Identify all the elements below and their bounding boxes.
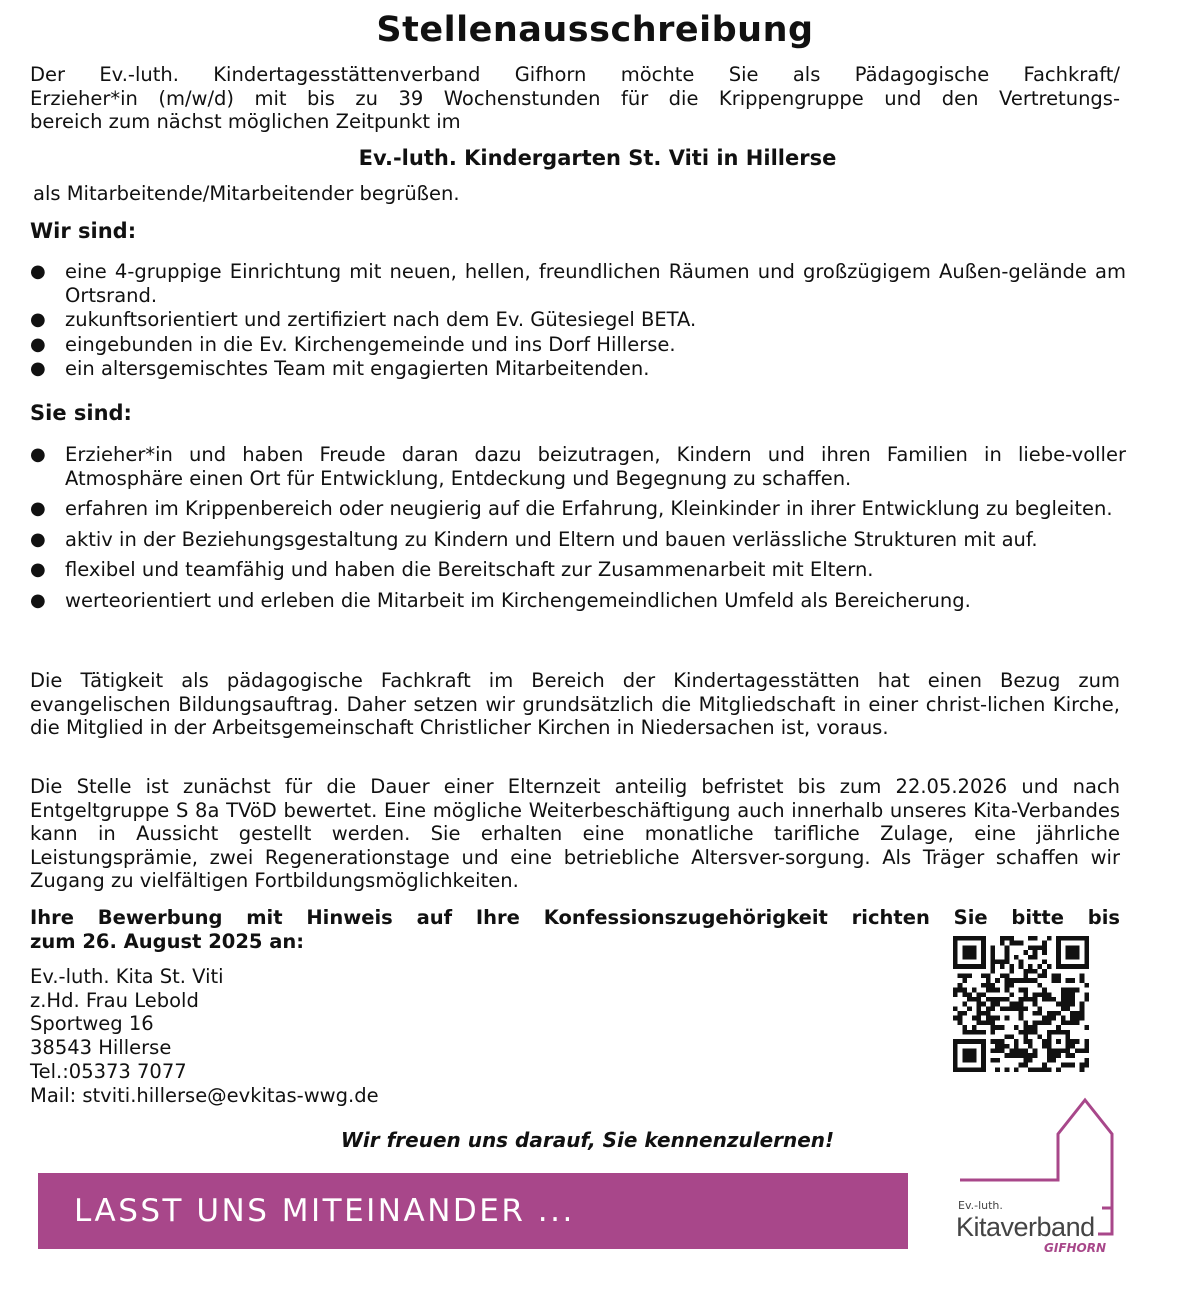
contact-address	[30, 965, 379, 1107]
bullet-icon: ●	[30, 309, 46, 330]
list-item: ● flexibel und teamfähig und haben die Bereitschaft zur Zusammenarbeit mit Eltern.	[30, 558, 874, 581]
bullet-icon: ●	[30, 528, 46, 550]
intro-paragraph	[30, 63, 1120, 134]
list-item: ● aktiv in der Beziehungsgestaltung zu Kindern und Eltern und bauen verlässliche Strukturen mit auf.	[30, 527, 1038, 551]
logo-main-text: Kitaverband	[956, 1212, 1095, 1242]
list-item: ● eine 4-gruppige Einrichtung mit neuen, hellen, freundlichen Räumen und großzügigem Außen-gelände am Ortsrand.	[30, 260, 1126, 307]
intro-line-3: bereich zum nächst möglichen Zeitpunkt im	[30, 110, 461, 133]
logo-sub-text: GIFHORN	[1044, 1241, 1107, 1255]
institution-name: Ev.-luth. Kindergarten St. Viti in Hillerse	[358, 146, 837, 170]
bullet-icon: ●	[30, 444, 46, 465]
list-item: ● ein altersgemischtes Team mit engagierten Mitarbeitenden.	[30, 357, 650, 380]
list-item: ● erfahren im Krippenbereich oder neugierig auf die Erfahrung, Kleinkinder in ihrer Entwicklung zu begleiten.	[30, 497, 1113, 520]
list-item: ● zukunftsorientiert und zertifiziert nach dem Ev. Gütesiegel BETA.	[30, 308, 697, 331]
bullet-icon: ●	[30, 333, 46, 355]
application-line-1: Ihre Bewerbung mit Hinweis auf Ihre Konfessionszugehörigkeit richten Sie bitte bis	[30, 906, 1120, 929]
welcome-text: als Mitarbeitende/Mitarbeitender begrüßen.	[33, 182, 460, 205]
bullet-icon: ●	[30, 498, 46, 519]
address-city: 38543 Hillerse	[30, 1036, 172, 1060]
list-item: ● werteorientiert und erleben die Mitarbeit im Kirchengemeindlichen Umfeld als Bereicherung.	[30, 588, 971, 612]
address-name: Ev.-luth. Kita St. Viti	[30, 965, 224, 988]
bullet-icon: ●	[30, 261, 46, 282]
qr-code-icon[interactable]	[953, 936, 1089, 1072]
closing-text: Wir freuen uns darauf, Sie kennenzulernen!	[340, 1128, 835, 1152]
banner-text: LASST UNS MITEINANDER ...	[74, 1193, 575, 1229]
sie-sind-heading: Sie sind:	[30, 401, 132, 425]
address-mail[interactable]: Mail: stviti.hillerse@evkitas-wwg.de	[30, 1083, 379, 1107]
address-street: Sportweg 16	[30, 1012, 154, 1036]
sie-sind-list	[30, 443, 1126, 619]
address-phone: Tel.:05373 7077	[30, 1059, 187, 1083]
application-line-2: zum 26. August 2025 an:	[30, 929, 305, 953]
intro-line-1: Der Ev.-luth. Kindertagesstättenverband Gifhorn möchte Sie als Pädagogische Fachkraft/	[30, 63, 1120, 86]
intro-line-2: Erzieher*in (m/w/d) mit bis zu 39 Wochenstunden für die Krippengruppe und den Vertretungs-	[30, 86, 1120, 110]
bullet-icon: ●	[30, 559, 46, 580]
conditions-paragraph: Die Stelle ist zunächst für die Dauer einer Elternzeit anteilig befristet bis zum 22.05.2026 und nach Entgeltgruppe S 8a TVöD bewertet. Eine mögliche Weiterbeschäftigung auch innerhalb unseres Kita-Verbandes kann in Aussicht gestellt werden. Sie erhalten eine monatliche tarifliche Zulage, eine jährliche Leistungsprämie, zwei Regenerationstage und eine betriebliche Altersver-sorgung. Als Träger schaffen wir Zugang zu vielfältigen Fortbildungsmöglichkeiten.	[30, 775, 1120, 892]
wir-sind-list	[30, 260, 1126, 382]
list-item: ● Erzieher*in und haben Freude daran dazu beizutragen, Kindern und ihren Familien in liebe-voller Atmosphäre einen Ort für Entwicklung, Entdeckung und Begegnung zu schaffen.	[30, 443, 1126, 490]
wir-sind-heading: Wir sind:	[30, 219, 137, 243]
page-title: Stellenausschreibung	[376, 10, 814, 50]
kitaverband-logo	[952, 1096, 1127, 1266]
bullet-icon: ●	[30, 358, 46, 379]
slogan-banner	[38, 1173, 908, 1249]
list-item: ● eingebunden in die Ev. Kirchengemeinde und ins Dorf Hillerse.	[30, 332, 676, 356]
address-attention: z.Hd. Frau Lebold	[30, 988, 199, 1012]
bullet-icon: ●	[30, 589, 46, 611]
logo-small-text: Ev.-luth.	[958, 1199, 1003, 1212]
membership-paragraph: Die Tätigkeit als pädagogische Fachkraft im Bereich der Kindertagesstätten hat einen Bezug zum evangelischen Bildungsauftrag. Daher setzen wir grundsätzlich die Mitgliedschaft in einer christ-lichen Kirche, die Mitglied in der Arbeitsgemeinschaft Christlicher Kirchen in Niedersachen ist, voraus.	[30, 669, 1120, 739]
